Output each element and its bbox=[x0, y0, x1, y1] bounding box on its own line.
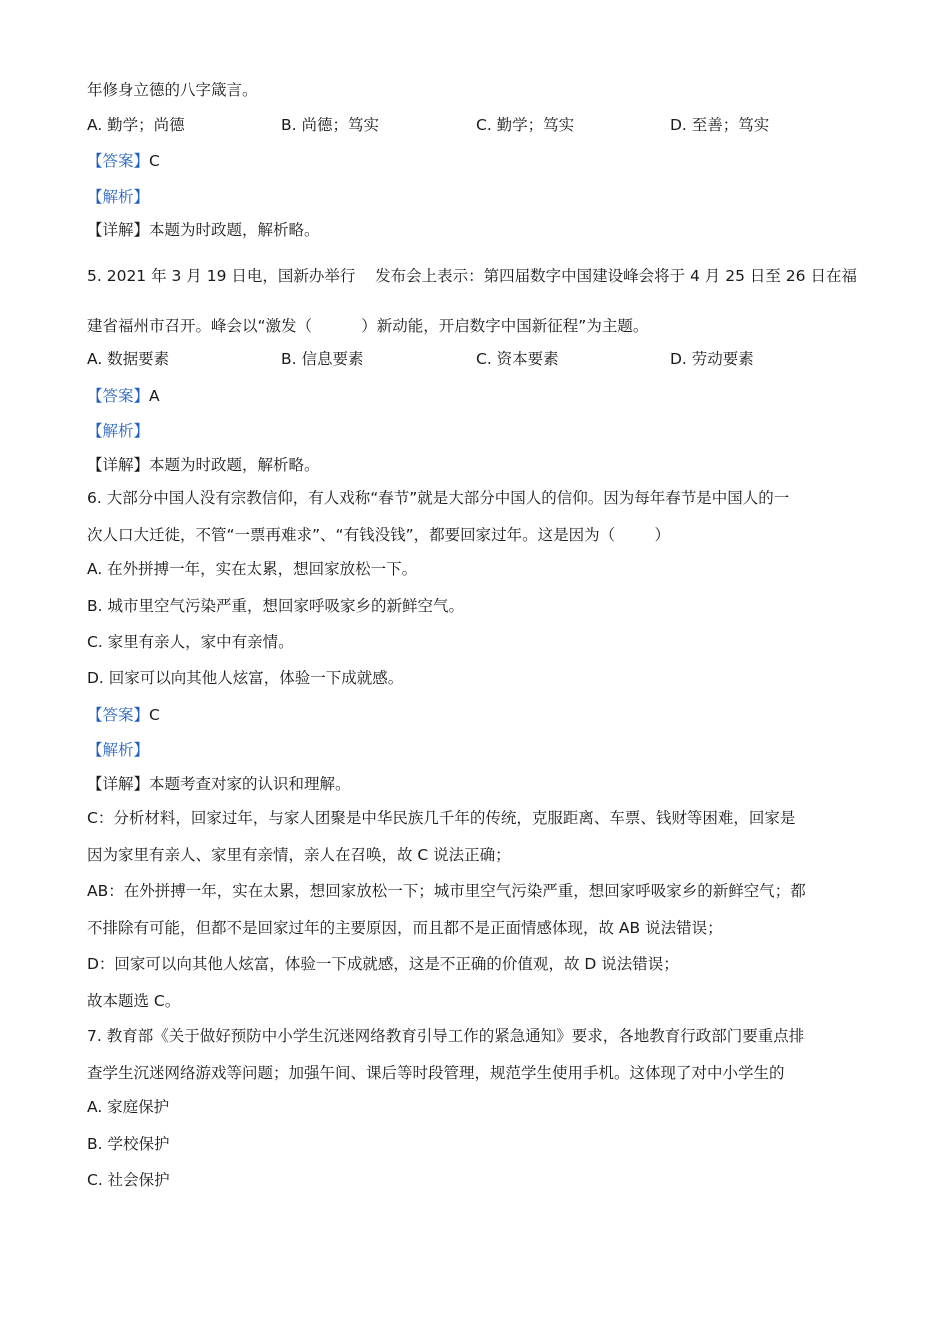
q4-option-c: C. 勤学；笃实 bbox=[476, 116, 575, 134]
q4-detail bbox=[87, 220, 320, 240]
q6-explain-line: D：回家可以向其他人炫富，体验一下成就感，这是不正确的价值观，故 D 说法错误； bbox=[87, 955, 679, 973]
q5-option-d: D. 劳动要素 bbox=[670, 350, 754, 368]
q6-option-c: C. 家里有亲人，家中有亲情。 bbox=[87, 633, 294, 651]
answer-value: A bbox=[149, 387, 160, 405]
q5-option-b: B. 信息要素 bbox=[281, 350, 364, 368]
q6-option-a: A. 在外拼搏一年，实在太累，想回家放松一下。 bbox=[87, 560, 418, 578]
q4-option-d: D. 至善；笃实 bbox=[670, 116, 770, 134]
q6-answer bbox=[87, 705, 160, 725]
q6-detail bbox=[87, 774, 351, 794]
q5-option-c: C. 资本要素 bbox=[476, 350, 559, 368]
q6-option-d: D. 回家可以向其他人炫富，体验一下成就感。 bbox=[87, 669, 404, 687]
q4-intro: 年修身立德的八字箴言。 bbox=[87, 81, 258, 99]
q6-explain-line: C：分析材料，回家过年，与家人团聚是中华民族几千年的传统，克服距离、车票、钱财等困难，回家是 bbox=[87, 809, 796, 827]
q4-option-a: A. 勤学；尚德 bbox=[87, 116, 185, 134]
detail-label: 【详解】 bbox=[87, 221, 150, 239]
detail-text: 本题考查对家的认识和理解。 bbox=[149, 775, 351, 793]
q7-option-c: C. 社会保护 bbox=[87, 1171, 170, 1189]
q6-stem-line1: 6. 大部分中国人没有宗教信仰，有人戏称“春节”就是大部分中国人的信仰。因为每年春节是中国人的一 bbox=[87, 489, 790, 507]
q7-option-b: B. 学校保护 bbox=[87, 1135, 170, 1153]
answer-value: C bbox=[149, 706, 160, 724]
q6-explain-line: 因为家里有亲人、家里有亲情，亲人在召唤，故 C 说法正确； bbox=[87, 846, 511, 864]
q6-explain-line: 不排除有可能，但都不是回家过年的主要原因，而且都不是正面情感体现，故 AB 说法错误； bbox=[87, 919, 723, 937]
q5-stem-line2: 建省福州市召开。峰会以“激发（ ）新动能，开启数字中国新征程”为主题。 bbox=[87, 317, 649, 335]
q5-detail bbox=[87, 455, 320, 475]
q5-option-a: A. 数据要素 bbox=[87, 350, 170, 368]
q6-stem-line2: 次人口大迁徙，不管“一票再难求”、“有钱没钱”，都要回家过年。这是因为（ ） bbox=[87, 526, 671, 544]
answer-label: 【答案】 bbox=[87, 387, 150, 405]
detail-label: 【详解】 bbox=[87, 775, 150, 793]
q4-analysis-label: 【解析】 bbox=[87, 188, 150, 206]
q6-option-b: B. 城市里空气污染严重，想回家呼吸家乡的新鲜空气。 bbox=[87, 597, 464, 615]
q5-analysis-label: 【解析】 bbox=[87, 422, 150, 440]
answer-value: C bbox=[149, 152, 160, 170]
detail-text: 本题为时政题，解析略。 bbox=[149, 221, 320, 239]
q7-option-a: A. 家庭保护 bbox=[87, 1098, 170, 1116]
q4-answer bbox=[87, 151, 160, 171]
detail-text: 本题为时政题，解析略。 bbox=[149, 456, 320, 474]
detail-label: 【详解】 bbox=[87, 456, 150, 474]
q7-stem-line2: 查学生沉迷网络游戏等问题；加强午间、课后等时段管理，规范学生使用手机。这体现了对中小学生的 bbox=[87, 1064, 785, 1082]
q5-stem-line1: 5. 2021 年 3 月 19 日电，国新办举行 发布会上表示：第四届数字中国建设峰会将于 4 月 25 日至 26 日在福 bbox=[87, 267, 857, 285]
q7-stem-line1: 7. 教育部《关于做好预防中小学生沉迷网络教育引导工作的紧急通知》要求，各地教育行政部门要重点排 bbox=[87, 1027, 805, 1045]
q4-option-b: B. 尚德；笃实 bbox=[281, 116, 379, 134]
q6-conclusion: 故本题选 C。 bbox=[87, 992, 181, 1010]
answer-label: 【答案】 bbox=[87, 152, 150, 170]
q5-answer bbox=[87, 386, 160, 406]
answer-label: 【答案】 bbox=[87, 706, 150, 724]
q6-explain-line: AB：在外拼搏一年，实在太累，想回家放松一下；城市里空气污染严重，想回家呼吸家乡的新鲜空气；都 bbox=[87, 882, 806, 900]
q6-analysis-label: 【解析】 bbox=[87, 741, 150, 759]
